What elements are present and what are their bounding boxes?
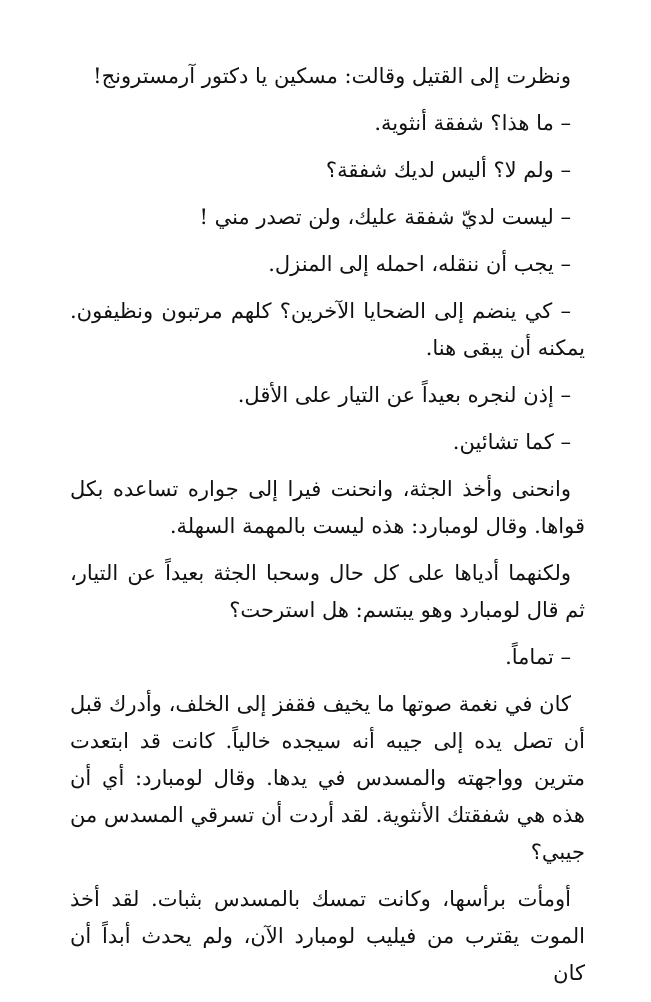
paragraph-3: ولكنهما أدياها على كل حال وسحبا الجثة بعيداً عن التيار، ثم قال لومبارد وهو يبتسم: هل استرحت؟ <box>70 561 585 622</box>
paragraph-5: أومأت برأسها، وكانت تمسك بالمسدس بثبات. لقد أخذ الموت يقترب من فيليب لومبارد الآن، ولم يحدث أبداً أن كان <box>70 887 585 985</box>
book-page <box>70 58 585 1002</box>
dialog-line-5: – كي ينضم إلى الضحايا الآخرين؟ كلهم مرتبون ونظيفون. يمكنه أن يبقى هنا. <box>70 299 585 360</box>
dialog-line-2: – ولم لا؟ أليس لديك شفقة؟ <box>325 158 571 182</box>
dialog-line-4: – يجب أن ننقله، احمله إلى المنزل. <box>268 252 571 276</box>
paragraph-4: كان في نغمة صوتها ما يخيف فقفز إلى الخلف، وأدرك قبل أن تصل يده إلى جيبه أنه سيجده خالياً. كانت قد ابتعدت مترين وواجهته والمسدس في يدها. وقال لومبارد: أي أن هذه هي شفقتك الأنثوية. لقد أردت أن تسرقي المسدس من جيبي؟ <box>70 692 585 864</box>
paragraph-1: ونظرت إلى القتيل وقالت: مسكين يا دكتور آرمسترونج! <box>93 64 571 88</box>
dialog-line-6: – إذن لنجره بعيداً عن التيار على الأقل. <box>237 383 571 407</box>
dialog-line-1: – ما هذا؟ شفقة أنثوية. <box>374 111 571 135</box>
dialog-line-7: – كما تشائين. <box>452 430 571 454</box>
paragraph-2: وانحنى وأخذ الجثة، وانحنت فيرا إلى جواره تساعده بكل قواها. وقال لومبارد: هذه ليست بالمهمة السهلة. <box>70 477 585 538</box>
dialog-line-8: – تماماً. <box>505 645 571 669</box>
dialog-line-3: – ليست لديّ شفقة عليك، ولن تصدر مني ! <box>199 205 571 229</box>
